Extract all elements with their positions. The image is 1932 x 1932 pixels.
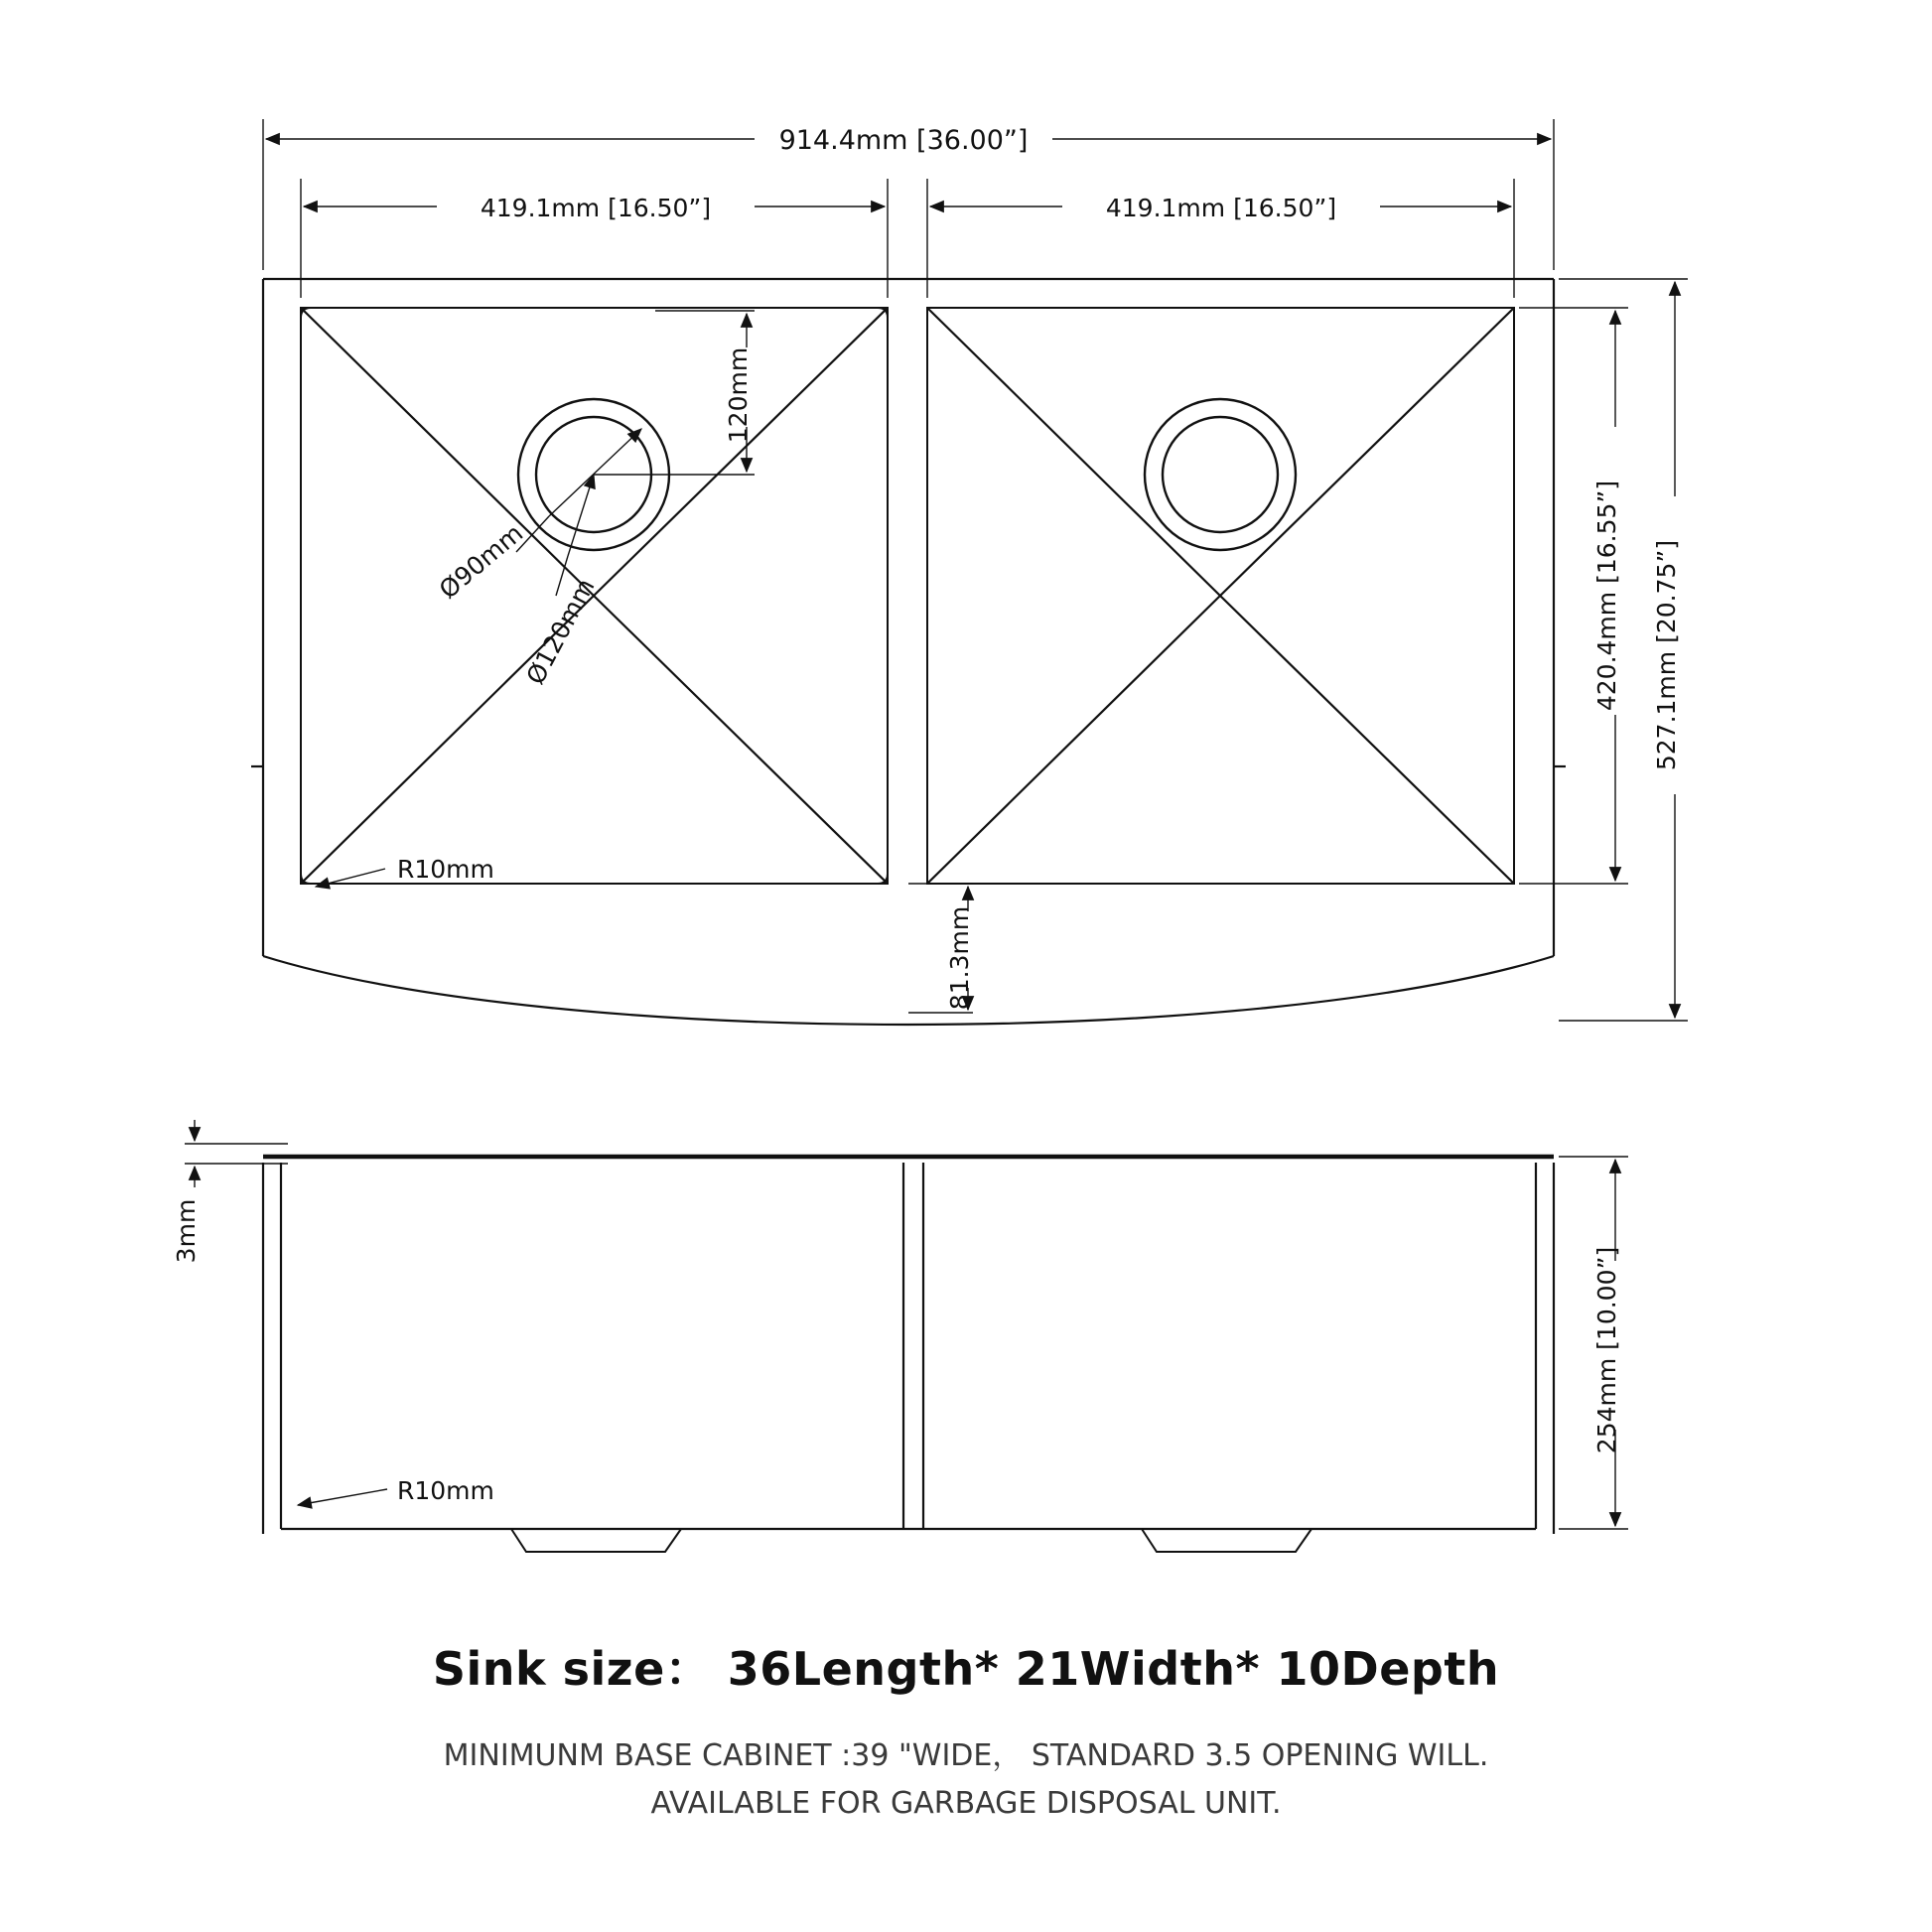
label-corner-radius-front: R10mm [397, 1476, 494, 1505]
leader-drain-inner [516, 429, 641, 552]
label-drain-outer-diameter: Ø120mm [520, 573, 601, 690]
leader-radius-front [298, 1489, 387, 1505]
label-bowl-depth: 420.4mm [16.55”] [1592, 480, 1621, 712]
label-drain-offset: 120mm [724, 346, 753, 444]
label-left-bowl-width: 419.1mm [16.50”] [480, 194, 712, 222]
top-view-outline [251, 279, 1566, 1025]
right-bowl [927, 308, 1514, 884]
label-overall-width: 914.4mm [36.00”] [778, 125, 1029, 156]
label-wall-thickness: 3mm [172, 1198, 201, 1264]
sink-size-title: Sink size： 36Length* 21Width* 10Depth [432, 1642, 1500, 1696]
label-right-bowl-width: 419.1mm [16.50”] [1105, 194, 1337, 222]
label-corner-radius-top: R10mm [397, 855, 494, 884]
cabinet-note-line-1: MINIMUNM BASE CABINET :39 "WIDE， STANDARD 3.5 OPENING WILL. [443, 1738, 1489, 1773]
label-bowl-height: 254mm [10.00”] [1592, 1246, 1621, 1454]
label-drain-inner-diameter: Ø90mm [433, 518, 529, 605]
label-overall-depth: 527.1mm [20.75”] [1652, 539, 1681, 771]
right-drain [1145, 399, 1296, 550]
label-apron-offset: 81.3mm [945, 905, 974, 1011]
title-block [0, 1633, 1932, 1828]
cabinet-note-line-2: AVAILABLE FOR GARBAGE DISPOSAL UNIT. [650, 1786, 1282, 1821]
dim-thickness [185, 1120, 288, 1187]
